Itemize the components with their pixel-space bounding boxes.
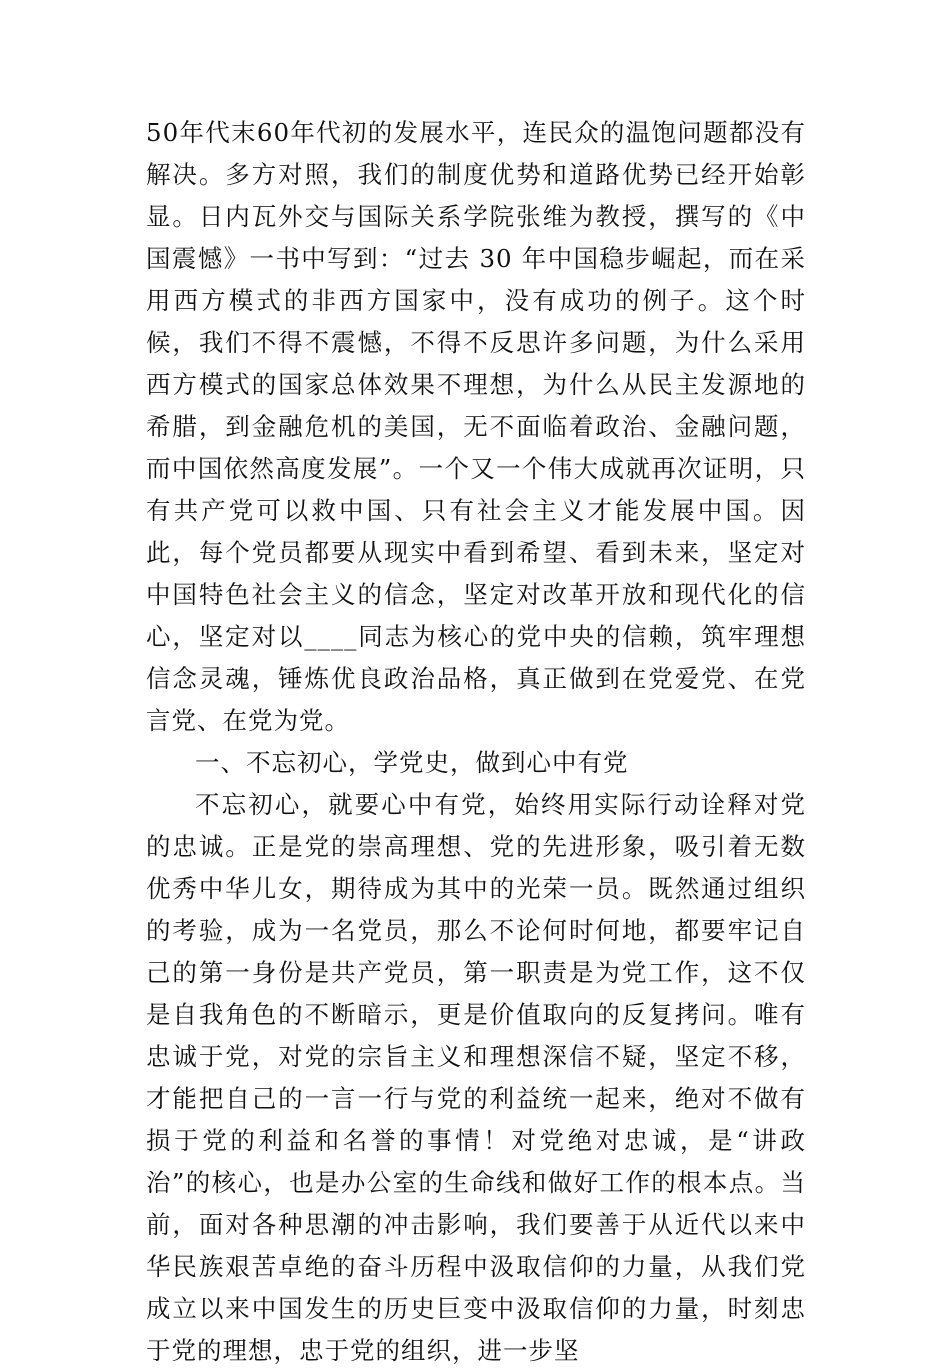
body-paragraph-continued: 50年代末60年代初的发展水平，连民众的温饱问题都没有解决。多方对照，我们的制度优势和道路优势已经开始彰显。日内瓦外交与国际关系学院张维为教授，撰写的《中国震憾》一书中写到：“过去 30 年中国稳步崛起，而在采用西方模式的非西方国家中，没有成功的例子。这个时候，我们不得不震憾，不得不反思许多问题，为什么采用西方模式的国家总体效果不理想，为什么从民主发源地的希腊，到金融危机的美国，无不面临着政治、金融问题，而中国依然高度发展”。一个又一个伟大成就再次证明，只有共产党可以救中国、只有社会主义才能发展中国。因此，每个党员都要从现实中看到希望、看到未来，坚定对中国特色社会主义的信念，坚定对改革开放和现代化的信心，坚定对以____同志为核心的党中央的信赖，筑牢理想信念灵魂，锤炼优良政治品格，真正做到在党爱党、在党言党、在党为党。 — [146, 118, 806, 735]
document-body — [146, 112, 806, 1372]
section-heading: 一、不忘初心，学党史，做到心中有党 — [195, 748, 629, 777]
body-paragraph: 不忘初心，就要心中有党，始终用实际行动诠释对党的忠诚。正是党的崇高理想、党的先进形象，吸引着无数优秀中华儿女，期待成为其中的光荣一员。既然通过组织的考验，成为一名党员，那么不论何时何地，都要牢记自己的第一身份是共产党员，第一职责是为党工作，这不仅是自我角色的不断暗示，更是价值取向的反复拷问。唯有忠诚于党，对党的宗旨主义和理想深信不疑，坚定不移，才能把自己的一言一行与党的利益统一起来，绝对不做有损于党的利益和名誉的事情！对党绝对忠诚，是“讲政治”的核心，也是办公室的生命线和做好工作的根本点。当前，面对各种思潮的冲击影响，我们要善于从近代以来中华民族艰苦卓绝的奋斗历程中汲取信仰的力量，从我们党成立以来中国发生的历史巨变中汲取信仰的力量，时刻忠于党的理想，忠于党的组织，进一步坚 — [146, 790, 806, 1365]
